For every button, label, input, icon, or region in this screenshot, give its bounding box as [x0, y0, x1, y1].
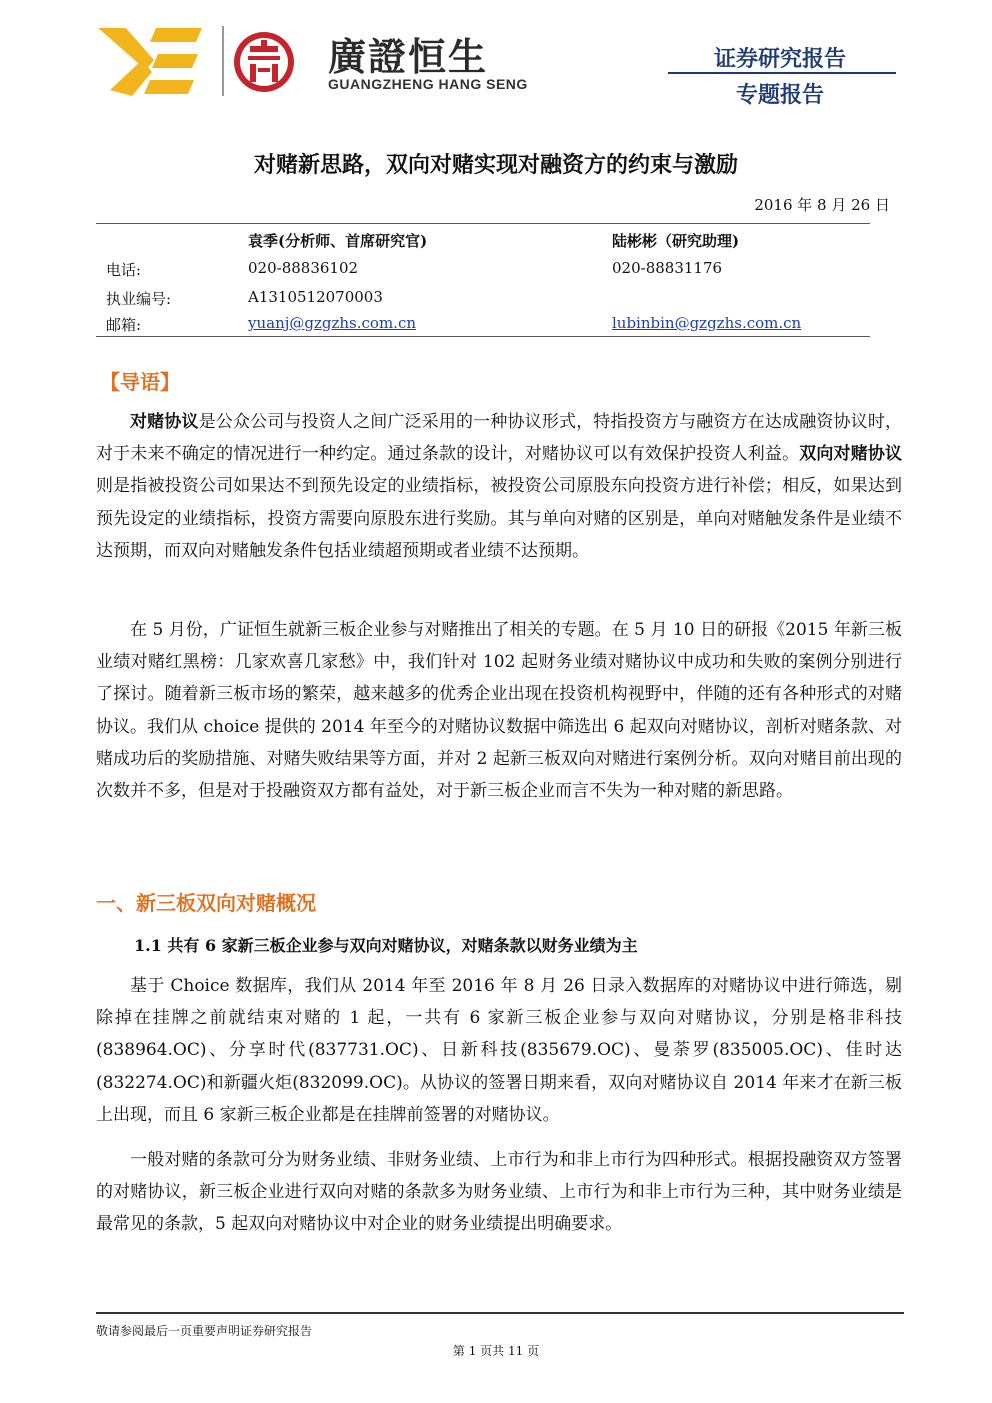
- intro-heading: 【导语】: [100, 370, 180, 394]
- report-type: 证券研究报告: [713, 47, 846, 72]
- license-label: 执业编号:: [106, 290, 172, 308]
- report-title: 对赌新思路，双向对赌实现对融资方的约束与激励: [253, 152, 738, 178]
- brand-name-cn: 廣證恒生: [328, 35, 489, 79]
- intro-paragraph-2: 在 5 月份，广证恒生就新三板企业参与对赌推出了相关的专题。在 5 月 10 日的研报《2015 年新三板业绩对赌红黑榜：几家欢喜几家愁》中，我们针对 102 起财务业绩对赌协议中成功和失败的案例分别进行了探讨。随着新三板市场的繁荣，越来越多的优秀企业出现在投资机构视野中，伴随的还有各种形式的对赌协议。我们从 choice 提供的 2014 年至今的对赌协议数据中筛选出 6 起双向对赌协议，剖析对赌条款、对赌成功后的奖励措施、对赌失败结果等方面，并对 2 起新三板双向对赌进行案例分析。双向对赌目前出现的次数并不多，但是对于投融资双方都有益处，对于新三板企业而言不失为一种对赌的新思路。: [96, 620, 902, 802]
- assistant-email-link[interactable]: lubinbin@gzgzhs.com.cn: [612, 314, 802, 332]
- ye-logo-mark: [98, 28, 202, 96]
- term-vam: 对赌协议: [130, 412, 199, 432]
- author-table-top-rule: [96, 223, 870, 224]
- author-table-bottom-rule: [96, 336, 870, 337]
- section-1-paragraph-1: 基于 Choice 数据库，我们从 2014 年至 2016 年 8 月 26 日录入数据库的对赌协议中进行筛选，剔除掉在挂牌之前就结束对赌的 1 起，一共有 6 家新三板企业参与双向对赌协议，分别是格非科技(838964.OC)、分享时代(837731.OC)、日新科技(835679.OC)、曼荼罗(835005.OC)、佳时达(832274.OC)和新疆火炬(832099.OC)。从协议的签署日期来看，双向对赌协议自 2014 年来才在新三板上出现，而且 6 家新三板企业都是在挂牌前签署的对赌协议。: [96, 976, 902, 1125]
- analyst-license: A1310512070003: [248, 288, 383, 306]
- analyst-name: 袁季(分析师、首席研究官): [248, 232, 428, 250]
- header-divider: [668, 72, 896, 74]
- section-1-paragraph-2: 一般对赌的条款可分为财务业绩、非财务业绩、上市行为和非上市行为四种形式。根据投融资双方签署的对赌协议，新三板企业进行双向对赌的条款多为财务业绩、上市行为和非上市行为三种，其中财务业绩是最常见的条款，5 起双向对赌协议中对企业的财务业绩提出明确要求。: [96, 1150, 902, 1235]
- seal-emblem-icon: [234, 32, 294, 92]
- section-1-heading: 一、新三板双向对赌概况: [96, 891, 316, 915]
- term-two-way-vam: 双向对赌协议: [799, 444, 903, 465]
- assistant-phone: 020-88831176: [612, 259, 723, 277]
- assistant-name: 陆彬彬（研究助理): [612, 232, 740, 250]
- intro-paragraph-1: 对赌协议是公众公司与投资人之间广泛采用的一种协议形式，特指投资方与融资方在达成融资协议时，对于未来不确定的情况进行一种约定。通过条款的设计，对赌协议可以有效保护投资人利益。双向对赌协议则是指被投资公司如果达不到预先设定的业绩指标，被投资公司原股东向投资方进行补偿；相反，如果达到预先设定的业绩指标，投资方需要向原股东进行奖励。其与单向对赌的区别是，单向对赌触发条件是业绩不达预期，而双向对赌触发条件包括业绩超预期或者业绩不达预期。: [96, 412, 903, 561]
- page-number: 第 1 页共 11 页: [452, 1344, 540, 1358]
- report-subtype: 专题报告: [735, 83, 824, 108]
- brand-name-en: GUANGZHENG HANG SENG: [328, 76, 528, 92]
- footer-rule: [96, 1312, 904, 1314]
- report-date: 2016 年 8 月 26 日: [754, 196, 890, 214]
- footer-disclaimer: 敬请参阅最后一页重要声明证券研究报告: [96, 1324, 313, 1338]
- phone-label: 电话:: [106, 261, 142, 279]
- email-label: 邮箱:: [106, 316, 142, 334]
- section-1-1-heading: 1.1 共有 6 家新三板企业参与双向对赌协议，对赌条款以财务业绩为主: [134, 936, 638, 955]
- analyst-email-link[interactable]: yuanj@gzgzhs.com.cn: [248, 314, 417, 332]
- analyst-phone: 020-88836102: [248, 259, 359, 277]
